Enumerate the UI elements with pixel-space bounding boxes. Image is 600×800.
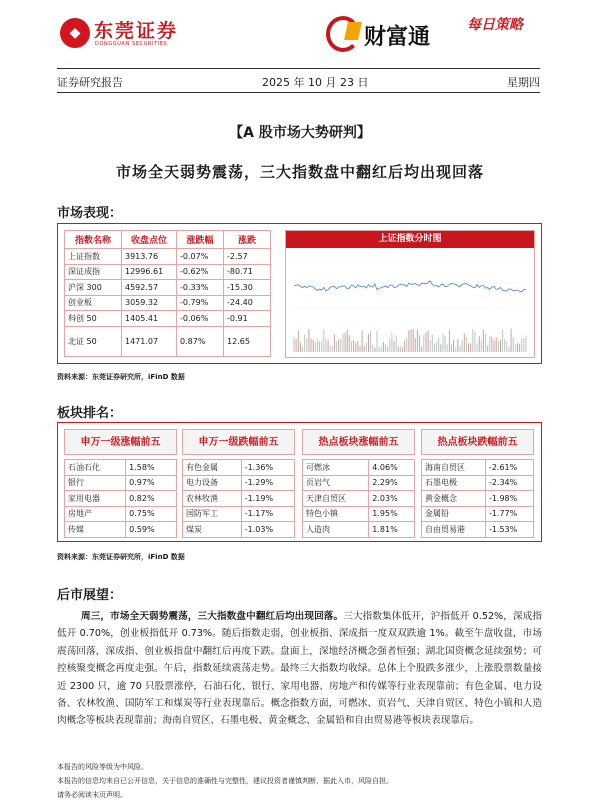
change-pct: -0.33% [177,280,224,296]
broker-emblem-icon: ◆ [60,18,90,48]
volume-bar [340,339,341,352]
market-section-title: 市场表现： [57,206,123,221]
sector-change: 0.75% [126,506,177,522]
volume-bar [472,329,473,352]
volume-bar [430,341,431,352]
sector-change: -2.34% [485,475,533,491]
sector-change: 0.97% [126,475,177,491]
volume-bar [468,343,469,352]
sector-change: 2.03% [369,491,415,507]
price-line [294,281,526,292]
volume-bar [511,329,512,353]
sector-group-title: 申万一级涨幅前五 [64,429,177,455]
market-col-header: 涨跌 [224,231,271,249]
sector-change: 2.29% [369,475,415,491]
sector-table [182,459,295,538]
volume-bar [294,337,295,352]
market-col-header: 指数名称 [65,231,122,249]
close-value: 12996.61 [122,264,177,280]
volume-bar [349,335,350,352]
volume-bar [332,346,333,352]
volume-bar [423,335,424,352]
volume-bar [460,346,461,352]
sector-name: 自由贸易港 [422,522,486,538]
sector-change: -1.77% [485,506,533,522]
table-row [65,460,177,476]
volume-bar [306,338,307,352]
volume-bar [304,335,305,352]
sector-name: 煤炭 [183,522,242,538]
table-row [65,491,177,507]
close-value: 4592.57 [122,280,177,296]
sector-group-title: 申万一级跌幅前五 [182,429,295,455]
table-row [303,506,415,522]
volume-bar [485,334,486,352]
volume-bar [438,338,439,352]
volume-bar [372,345,373,352]
volume-bar [360,346,361,352]
sector-change: -2.61% [485,460,533,476]
volume-bar [509,347,510,352]
volume-bar [504,339,505,352]
volume-bar [426,332,427,352]
volume-bar [364,346,365,353]
table-row [183,506,295,522]
volume-bar [464,333,465,352]
market-col-header: 涨跌幅 [177,231,224,249]
volume-bar [353,340,354,352]
outlook-section-title: 后市展望： [57,588,123,603]
sector-name: 房地产 [65,506,126,522]
volume-bar [302,347,303,353]
volume-bar [396,335,397,352]
volume-bar [479,336,480,352]
sector-change: -1.17% [241,506,294,522]
sector-name: 页岩气 [303,475,369,491]
change-pct: -0.79% [177,295,224,311]
sector-table [302,459,415,538]
volume-bar [434,345,435,352]
table-row [303,475,415,491]
change-pct: 0.87% [177,326,224,356]
volume-bar [443,333,444,352]
volume-bar [526,336,527,352]
volume-bar [383,342,384,352]
sector-name: 家用电器 [65,491,126,507]
volume-bar [421,347,422,353]
sector-group [182,429,295,538]
volume-bar [336,342,337,353]
volume-bar [432,335,433,352]
volume-bar [366,343,367,352]
change-value: 12.65 [224,326,271,356]
volume-bar [368,334,369,352]
volume-bar [513,337,514,352]
volume-bar [457,339,458,352]
sector-name: 国防军工 [183,506,242,522]
report-weekday: 星期四 [507,76,540,89]
table-row [422,460,534,476]
change-value: -80.71 [224,264,271,280]
volume-bar [391,333,392,352]
volume-bar [328,340,329,352]
volume-bar [389,338,390,352]
volume-bar [398,347,399,353]
sector-group [64,429,177,538]
volume-bar [347,330,348,353]
sector-change: 0.82% [126,491,177,507]
table-row [65,326,271,356]
outlook-paragraph [57,608,542,730]
index-name: 上证指数 [65,249,122,265]
index-name: 沪深 300 [65,280,122,296]
table-row [65,280,271,296]
index-name: 科创 50 [65,311,122,327]
volume-bar [440,344,441,352]
sector-group [302,429,415,538]
change-value: -15.30 [224,280,271,296]
change-value: -24.40 [224,295,271,311]
volume-bar [370,331,371,352]
index-name: 创业板 [65,295,122,311]
volume-bar [487,345,488,352]
volume-bar [494,340,495,352]
sector-name: 石油石化 [65,460,126,476]
sector-change: 1.95% [369,506,415,522]
footer-notice: 请务必阅读末页声明。 [57,791,127,799]
volume-bar [521,338,522,352]
volume-bar [377,331,378,352]
volume-bar [506,341,507,352]
table-row [422,491,534,507]
sector-name: 金属铅 [422,506,486,522]
volume-bar [515,345,516,352]
volume-bar [419,335,420,352]
footer-disclaimer: 本报告的信息均来自已公开信息，关于信息的准确性与完整性，建议投资者谨慎判断，据此入市，风险自担。 [57,777,393,785]
market-table [64,230,271,357]
volume-bar [408,330,409,352]
sector-group-title: 热点板块涨幅前五 [302,429,415,455]
header-divider-bottom [57,92,540,93]
report-type: 证券研究报告 [57,76,123,89]
header-divider-top [57,68,540,69]
volume-bar [406,337,407,352]
chart-title: 上证指数分时图 [286,231,534,248]
volume-bar [496,338,497,353]
sector-group [421,429,534,538]
volume-bar [379,347,380,352]
sector-name: 石墨电极 [422,475,486,491]
sector-change: -1.19% [241,491,294,507]
document-title: 【A 股市场大势研判】 [229,125,371,141]
sector-source: 资料来源：东莞证券研究所，iFinD 数据 [57,553,185,561]
sector-change: -1.36% [241,460,294,476]
sector-change: -1.53% [485,522,533,538]
volume-bar [319,341,320,352]
outlook-body: 三大指数集体低开，沪指低开 0.52%，深成指低开 0.70%，创业板指低开 0.73%。随后指数走弱，创业板指、深成指一度双双跌逾 1%。截至午盘收盘，市场震荡回落，深成指、创业板指盘中翻红后再度下跌。盘面上，深地经济概念强者恒强；湖北国资概念延续强势；可控核聚变概念再度走强。午后，指数延续震荡走势。最终三大指数均收绿。总体上个股跌多涨少，上涨股票数量接近 2300 只，逾 70 只股票涨停，石油石化、银行、家用电器、房地产和传媒等行业表现靠前；有色金属、电力设备、农林牧渔、国防军工和煤炭等行业表现靠后。概念指数方面，可燃冰、页岩气、天津自贸区、特色小镇和人造肉概念等板块表现靠前；海南自贸区、石墨电极、黄金概念、金属铅和自由贸易港等板块表现靠后。 [57,611,543,727]
volume-bar [381,347,382,352]
market-source: 资料来源：东莞证券研究所，iFinD 数据 [57,373,185,381]
index-name: 北证 50 [65,326,122,356]
table-row [183,522,295,538]
volume-bar [517,343,518,352]
volume-bar [311,339,312,352]
table-row [183,460,295,476]
volume-bar [317,339,318,352]
table-row [65,475,177,491]
sector-change: -1.03% [241,522,294,538]
close-value: 3913.76 [122,249,177,265]
table-row [422,475,534,491]
volume-bar [394,341,395,352]
sector-name: 海南自贸区 [422,460,486,476]
market-col-header: 收盘点位 [122,231,177,249]
volume-bar [387,346,388,352]
sector-change: 1.81% [369,522,415,538]
volume-bar [417,330,418,352]
volume-bar [308,329,309,352]
volume-bar [355,343,356,352]
outlook-lead: 周三，市场全天弱势震荡，三大指数盘中翻红后均出现回落。 [81,611,344,622]
volume-bar [338,339,339,352]
volume-bar [451,345,452,352]
sector-change: -1.98% [485,491,533,507]
volume-bar [447,344,448,352]
volume-bar [491,337,492,352]
table-row [65,249,271,265]
volume-bar [357,341,358,352]
volume-bar [489,336,490,352]
index-name: 深证成指 [65,264,122,280]
sector-change: -1.29% [241,475,294,491]
close-value: 1405.41 [122,311,177,327]
sector-table [421,459,534,538]
change-value: -0.91 [224,311,271,327]
volume-bar [385,345,386,352]
volume-bar [400,347,401,352]
intraday-chart [285,230,535,358]
table-row [303,460,415,476]
volume-bar [374,348,375,352]
broker-name: 东莞证券 [94,20,179,42]
volume-bar [415,338,416,352]
volume-bar [325,339,326,352]
volume-bar [323,330,324,353]
sector-group-title: 热点板块跌幅前五 [421,429,534,455]
broker-name-en: DONGGUAN SECURITIES [95,41,168,47]
volume-bar [315,342,316,352]
table-row [65,522,177,538]
brand-name: 财富通 [364,24,431,50]
volume-bar [470,343,471,352]
table-row [65,311,271,327]
volume-bars [294,329,527,353]
volume-bar [362,331,363,352]
volume-bar [474,332,475,352]
volume-bar [477,344,478,352]
sector-name: 银行 [65,475,126,491]
volume-bar [462,340,463,352]
change-value: -2.57 [224,249,271,265]
sector-name: 传媒 [65,522,126,538]
sector-name: 农林牧渔 [183,491,242,507]
table-row [422,506,534,522]
volume-bar [483,330,484,352]
volume-bar [298,330,299,352]
volume-bar [351,342,352,353]
volume-bar [321,341,322,352]
volume-bar [330,345,331,352]
volume-bar [313,340,314,352]
sector-name: 人造肉 [303,522,369,538]
table-row [303,491,415,507]
sector-change: 1.58% [126,460,177,476]
table-row [65,506,177,522]
volume-bar [428,330,429,352]
sector-change: 0.59% [126,522,177,538]
volume-bar [411,330,412,352]
sector-panel [57,422,542,542]
volume-bar [343,333,344,352]
volume-bar [453,340,454,352]
volume-bar [481,341,482,352]
change-pct: -0.62% [177,264,224,280]
volume-bar [455,347,456,352]
sector-section-title: 板块排名： [57,406,123,421]
volume-bar [413,329,414,352]
sector-name: 可燃冰 [303,460,369,476]
broker-logo [60,14,210,54]
sector-name: 特色小镇 [303,506,369,522]
volume-bar [466,337,467,352]
sector-name: 电力设备 [183,475,242,491]
sector-table [64,459,177,538]
brand-logo [326,14,546,58]
volume-bar [500,340,501,352]
volume-bar [449,330,450,352]
document-subtitle: 市场全天弱势震荡，三大指数盘中翻红后均出现回落 [115,163,484,181]
volume-bar [296,339,297,352]
volume-bar [523,338,524,352]
volume-bar [502,330,503,353]
change-pct: -0.07% [177,249,224,265]
volume-bar [436,342,437,352]
volume-bar [445,336,446,352]
volume-bar [300,342,301,352]
brand-daily: 每日策略 [467,17,523,33]
table-row [65,295,271,311]
close-value: 3059.32 [122,295,177,311]
table-row [183,475,295,491]
volume-bar [404,341,405,353]
sector-change: 4.06% [369,460,415,476]
volume-bar [402,347,403,352]
volume-bar [498,340,499,352]
report-date: 2025 年 10 月 23 日 [262,76,369,89]
intraday-chart-plot [286,248,534,357]
change-pct: -0.06% [177,311,224,327]
sector-name: 有色金属 [183,460,242,476]
table-row [65,264,271,280]
sector-name: 黄金概念 [422,491,486,507]
volume-bar [345,333,346,352]
market-panel [57,223,542,364]
footer-risk: 本报告的风险等级为中风险。 [57,763,148,771]
table-row [303,522,415,538]
close-value: 1471.07 [122,326,177,356]
sector-name: 天津自贸区 [303,491,369,507]
table-row [422,522,534,538]
volume-bar [519,344,520,352]
table-row [183,491,295,507]
volume-bar [334,334,335,352]
